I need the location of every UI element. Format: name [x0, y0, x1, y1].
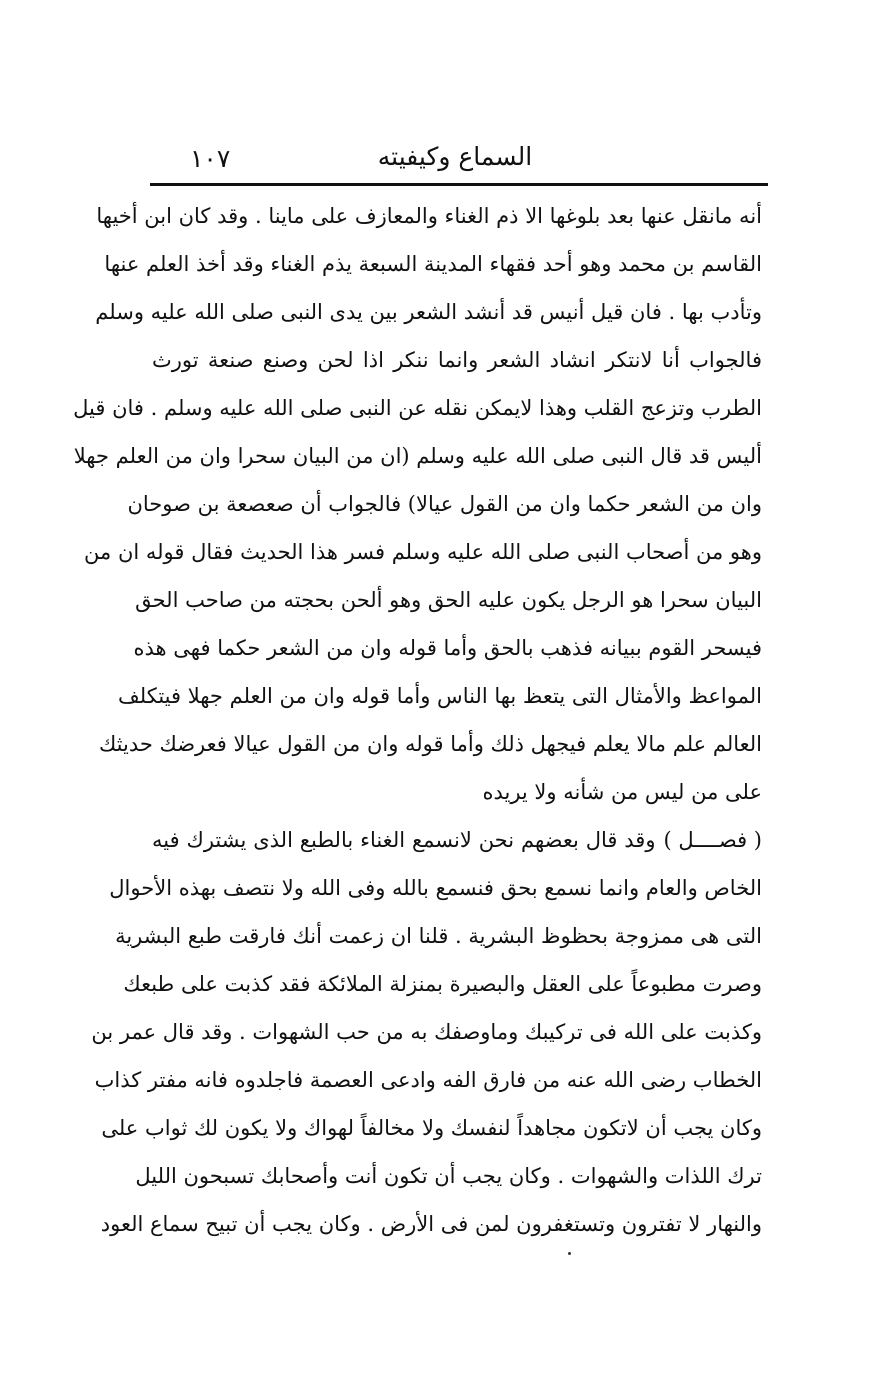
text-line: وان من الشعر حكما وان من القول عيالا) فالجواب أن صعصعة بن صوحان [127, 492, 762, 516]
header-divider [150, 183, 768, 186]
text-line: ترك اللذات والشهوات . وكان يجب أن تكون أنت وأصحابك تسبحون الليل [135, 1164, 762, 1188]
text-line: المواعظ والأمثال التى يتعظ بها الناس وأما قوله وان من العلم جهلا فيتكلف [118, 684, 762, 708]
text-line: الطرب وتزعج القلب وهذا لايمكن نقله عن النبى صلى الله عليه وسلم . فان قيل [73, 396, 762, 420]
text-line: على من ليس من شأنه ولا يريده [482, 780, 762, 804]
running-title: السماع وكيفيته [377, 142, 533, 171]
page-number: ١٠٧ [190, 144, 231, 173]
section-marker: ( فصــــل ) [663, 828, 762, 852]
text-line: والنهار لا تفترون وتستغفرون لمن فى الأرض . وكان يجب أن تبيح سماع العود [100, 1212, 762, 1236]
text-line: وكان يجب أن لاتكون مجاهداً لنفسك ولا مخالفاً لهواك ولا يكون لك ثواب على [101, 1116, 762, 1140]
text-line: فيسحر القوم ببيانه فذهب بالحق وأما قوله وان من الشعر حكما فهى هذه [133, 636, 762, 660]
text-line: الخطاب رضى الله عنه من فارق الفه وادعى العصمة فاجلدوه فانه مفتر كذاب [94, 1068, 762, 1092]
page-header [150, 140, 760, 180]
text-line: البيان سحرا هو الرجل يكون عليه الحق وهو ألحن بحجته من صاحب الحق [135, 588, 762, 612]
body-text [73, 192, 762, 1248]
text-line: وتأدب بها . فان قيل أنيس قد أنشد الشعر بين يدى النبى صلى الله عليه وسلم [95, 300, 762, 324]
text-line: فالجواب أنا لانتكر انشاد الشعر وانما ننكر اذا لحن وصنع صنعة تورث [152, 348, 762, 372]
text-line: التى هى ممزوجة بحظوظ البشرية . قلنا ان زعمت أنك فارقت طبع البشرية [115, 924, 762, 948]
text-line: العالم علم مالا يعلم فيجهل ذلك وأما قوله وان من القول عيالا فعرضك حديثك [98, 732, 762, 756]
text-line: الخاص والعام وانما نسمع بحق فنسمع بالله وفى الله ولا نتصف بهذه الأحوال [109, 876, 762, 900]
section-first-line [152, 816, 762, 864]
text-line: أنه مانقل عنها بعد بلوغها الا ذم الغناء والمعازف على ماينا . وقد كان ابن أخيها [96, 204, 762, 228]
text-line: أليس قد قال النبى صلى الله عليه وسلم (ان من البيان سحرا وان من العلم جهلا [73, 444, 762, 468]
text-line: القاسم بن محمد وهو أحد فقهاء المدينة السبعة يذم الغناء وقد أخذ العلم عنها [104, 252, 762, 276]
text-segment: وقد قال بعضهم نحن لانسمع الغناء بالطبع الذى يشترك فيه [152, 828, 656, 852]
text-line: وكذبت على الله فى تركيبك وماوصفك به من حب الشهوات . وقد قال عمر بن [91, 1020, 762, 1044]
text-line: وصرت مطبوعاً على العقل والبصيرة بمنزلة الملائكة فقد كذبت على طبعك [123, 972, 762, 996]
text-line: وهو من أصحاب النبى صلى الله عليه وسلم فسر هذا الحديث فقال قوله ان من [84, 540, 762, 564]
ink-speck [568, 1252, 571, 1255]
